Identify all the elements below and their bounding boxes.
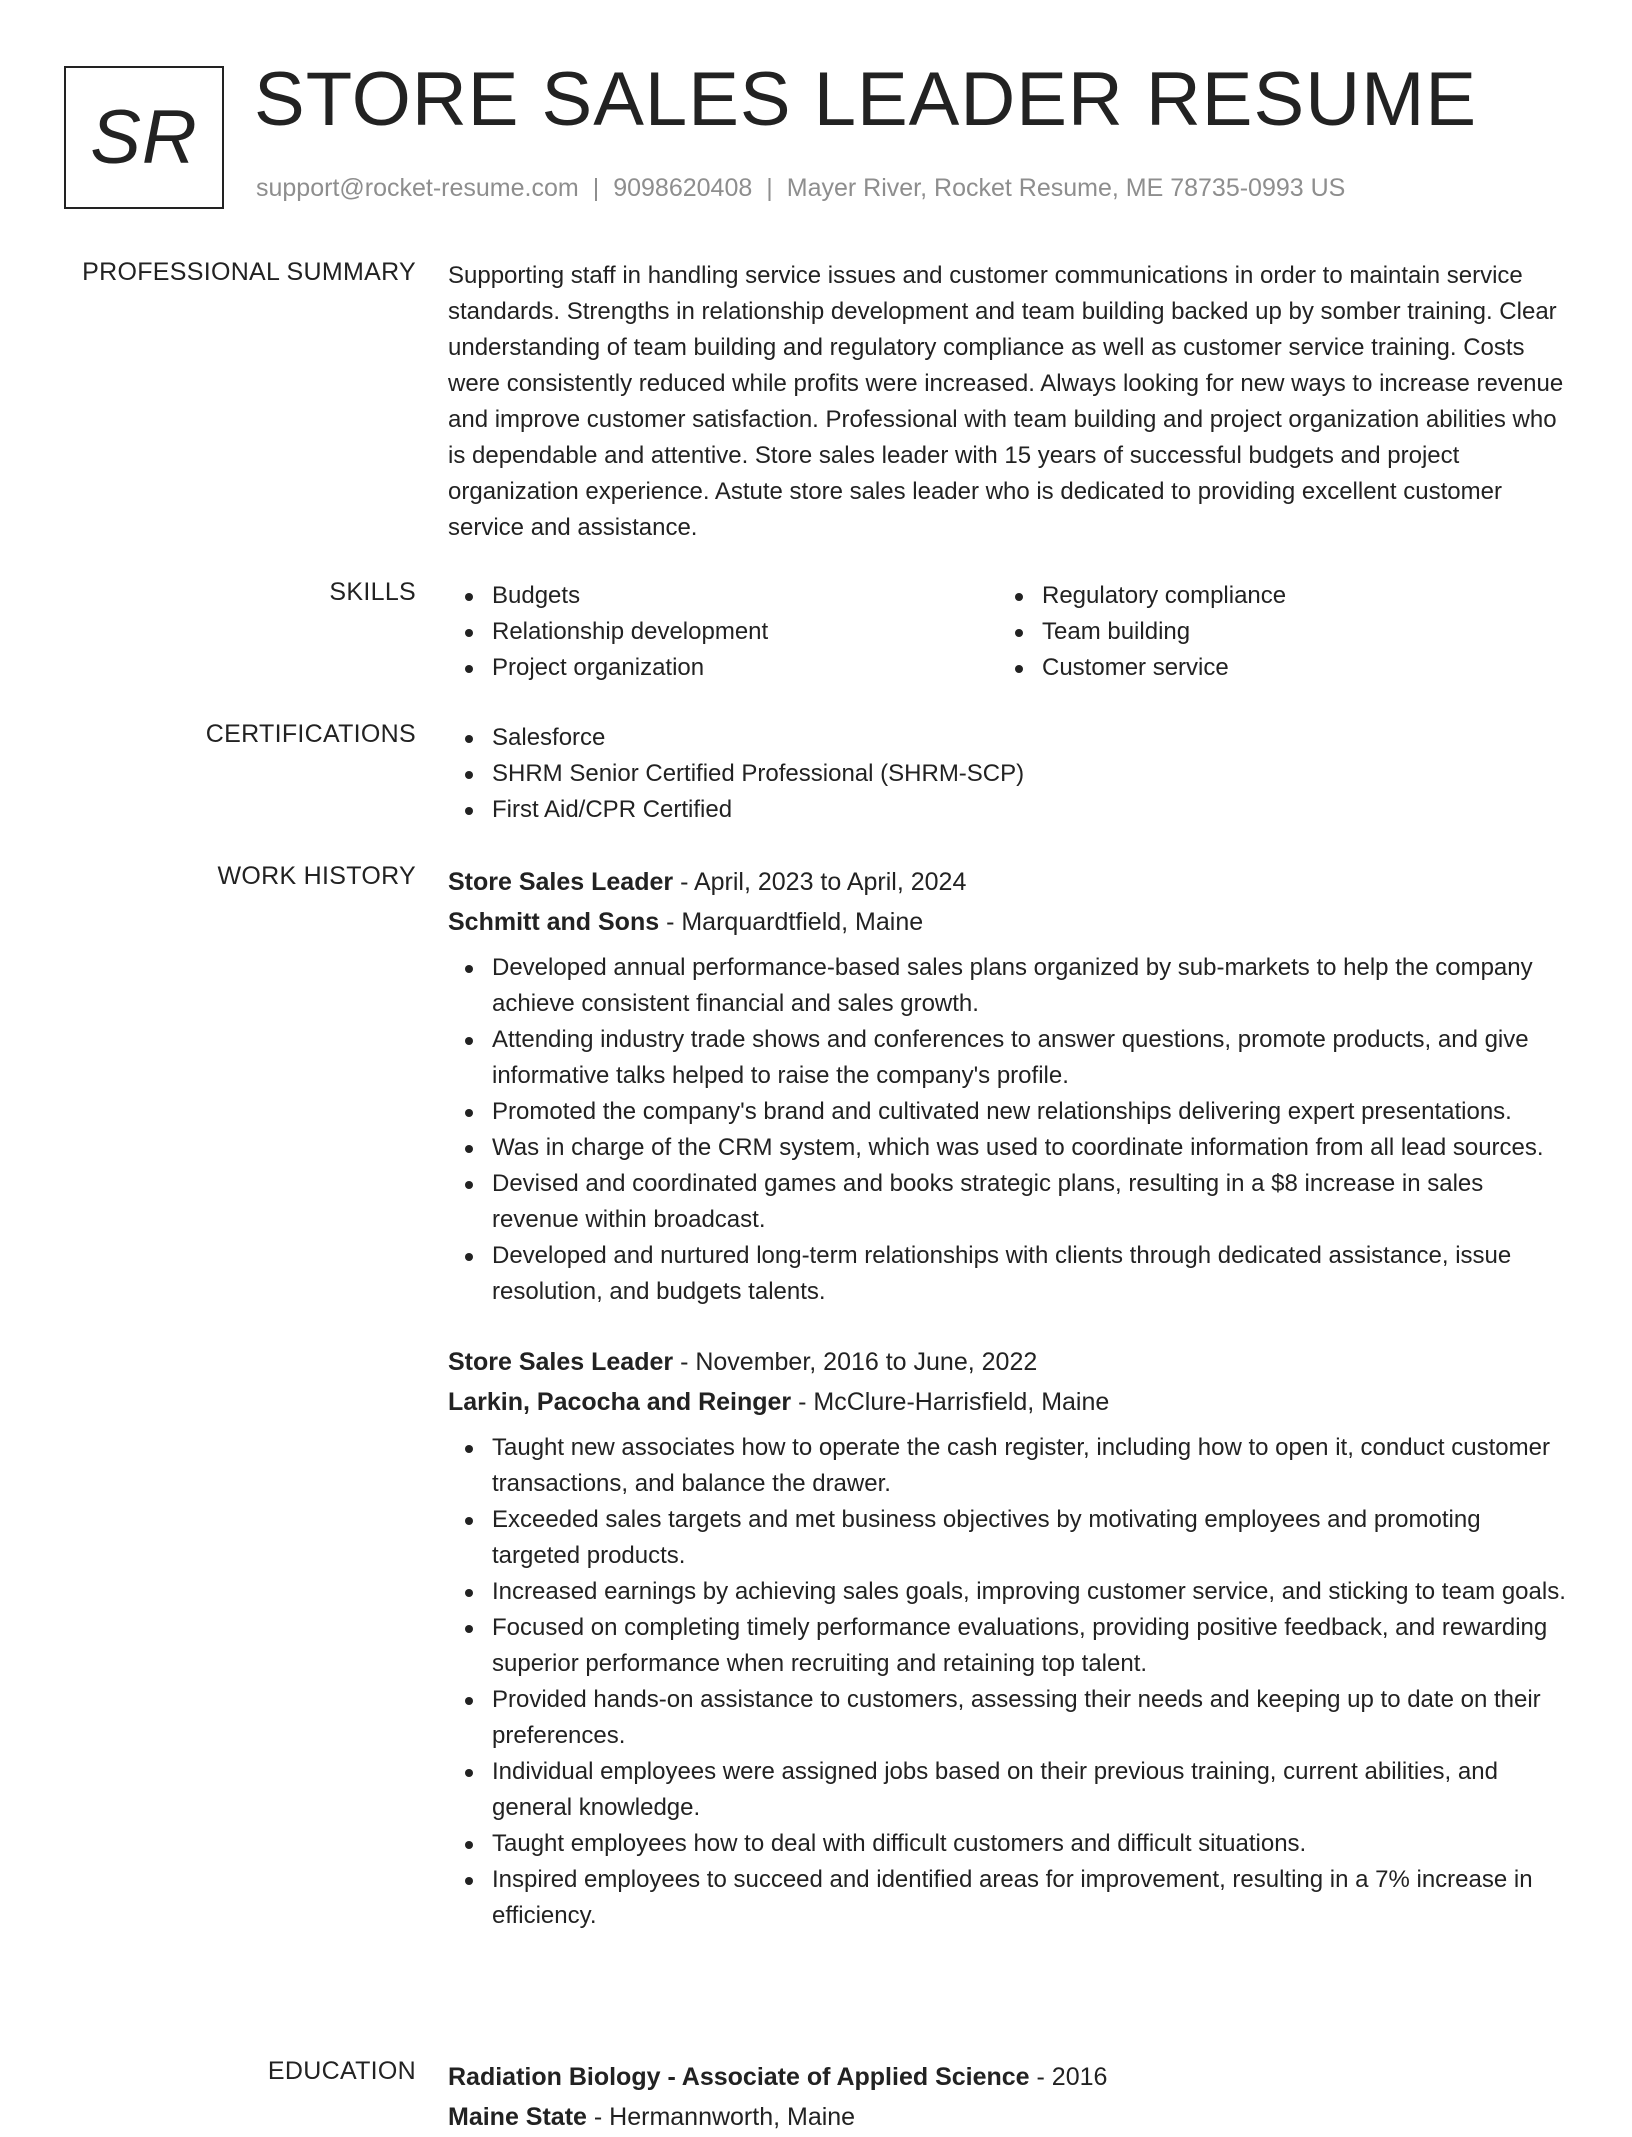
job-title-line <box>448 1342 1568 1382</box>
section-heading-work-history: WORK HISTORY <box>217 862 416 890</box>
skill-item: Regulatory compliance <box>998 578 1548 614</box>
job-dates: - November, 2016 to June, 2022 <box>673 1348 1038 1376</box>
education-school-line <box>448 2097 1568 2137</box>
education-location: - Hermannworth, Maine <box>586 2103 856 2131</box>
certification-item: SHRM Senior Certified Professional (SHRM-SCP) <box>448 756 1568 792</box>
job-title: Store Sales Leader <box>448 1348 674 1376</box>
contact-email[interactable]: support@rocket-resume.com <box>256 174 579 202</box>
contact-separator: | <box>766 174 773 202</box>
skill-item: Project organization <box>448 650 998 686</box>
job-bullet: Provided hands-on assistance to customers, assessing their needs and keeping up to date on their preferences. <box>448 1682 1568 1754</box>
education-degree-line <box>448 2057 1568 2097</box>
job-bullet: Developed annual performance-based sales plans organized by sub-markets to help the company achieve consistent financial and sales growth. <box>448 950 1568 1022</box>
job-bullet: Devised and coordinated games and books strategic plans, resulting in a $8 increase in sales revenue within broadcast. <box>448 1166 1568 1238</box>
job-bullet: Developed and nurtured long-term relationships with clients through dedicated assistance, issue resolution, and budgets talents. <box>448 1238 1568 1310</box>
job-company: Larkin, Pacocha and Reinger <box>448 1388 792 1416</box>
job-bullet: Promoted the company's brand and cultivated new relationships delivering expert presentations. <box>448 1094 1568 1130</box>
job-dates: - April, 2023 to April, 2024 <box>673 868 967 896</box>
contact-address: Mayer River, Rocket Resume, ME 78735-0993 US <box>786 174 1346 202</box>
skill-item: Relationship development <box>448 614 998 650</box>
job-bullet: Taught new associates how to operate the cash register, including how to open it, conduct customer transactions, and balance the drawer. <box>448 1430 1568 1502</box>
job-bullet: Inspired employees to succeed and identified areas for improvement, resulting in a 7% increase in efficiency. <box>448 1862 1568 1934</box>
job-location: - Marquardtfield, Maine <box>659 908 924 936</box>
job-bullet: Taught employees how to deal with difficult customers and difficult situations. <box>448 1826 1568 1862</box>
section-heading-education: EDUCATION <box>267 2057 416 2085</box>
summary-text: Supporting staff in handling service issues and customer communications in order to maintain service standards. Strengths in relationship development and team building backed up by somber training. Clear understanding of team building and regulatory compliance as well as customer service training. Costs were consistently reduced while profits were increased. Always looking for new ways to increase revenue and improve customer satisfaction. Professional with team building and project organization abilities who is dependable and attentive. Store sales leader with 15 years of successful budgets and project organization experience. Astute store sales leader who is dedicated to providing excellent customer service and assistance. <box>448 262 1564 541</box>
certification-item: First Aid/CPR Certified <box>448 792 1568 828</box>
section-heading-skills: SKILLS <box>329 578 416 606</box>
job-title-line <box>448 862 1568 902</box>
work-history-list <box>448 862 1568 1934</box>
job-company: Schmitt and Sons <box>448 908 660 936</box>
job-location: - McClure-Harrisfield, Maine <box>791 1388 1110 1416</box>
monogram-initials: SR <box>90 95 198 180</box>
contact-line <box>256 174 1345 203</box>
education-school: Maine State <box>448 2103 587 2131</box>
job-bullet: Focused on completing timely performance evaluations, providing positive feedback, and rewarding superior performance when recruiting and retaining top talent. <box>448 1610 1568 1682</box>
job-bullet: Individual employees were assigned jobs based on their previous training, current abilities, and general knowledge. <box>448 1754 1568 1826</box>
skill-item: Budgets <box>448 578 998 614</box>
job-entry <box>448 1342 1568 1934</box>
skills-list <box>448 578 1568 686</box>
skill-item: Customer service <box>998 650 1548 686</box>
job-bullet-list <box>448 1430 1568 1934</box>
job-company-line <box>448 902 1568 942</box>
monogram-logo <box>64 66 224 209</box>
education-year: - 2016 <box>1029 2063 1108 2091</box>
job-entry <box>448 862 1568 1310</box>
contact-separator: | <box>592 174 600 202</box>
section-heading-summary: PROFESSIONAL SUMMARY <box>82 258 416 286</box>
certifications-list <box>448 720 1568 828</box>
job-bullet: Exceeded sales targets and met business objectives by motivating employees and promoting targeted products. <box>448 1502 1568 1574</box>
job-bullet-list <box>448 950 1568 1310</box>
skill-item: Team building <box>998 614 1548 650</box>
resume-title: STORE SALES LEADER RESUME <box>254 57 1478 142</box>
certification-item: Salesforce <box>448 720 1568 756</box>
job-bullet: Attending industry trade shows and conferences to answer questions, promote products, and give informative talks helped to raise the company's profile. <box>448 1022 1568 1094</box>
job-bullet: Increased earnings by achieving sales goals, improving customer service, and sticking to team goals. <box>448 1574 1568 1610</box>
job-company-line <box>448 1382 1568 1422</box>
job-bullet: Was in charge of the CRM system, which was used to coordinate information from all lead sources. <box>448 1130 1568 1166</box>
contact-phone[interactable]: 9098620408 <box>613 174 753 202</box>
education-degree: Radiation Biology - Associate of Applied Science <box>448 2063 1030 2091</box>
education-entry <box>448 2057 1568 2137</box>
section-heading-certifications: CERTIFICATIONS <box>205 720 416 748</box>
job-title: Store Sales Leader <box>448 868 674 896</box>
